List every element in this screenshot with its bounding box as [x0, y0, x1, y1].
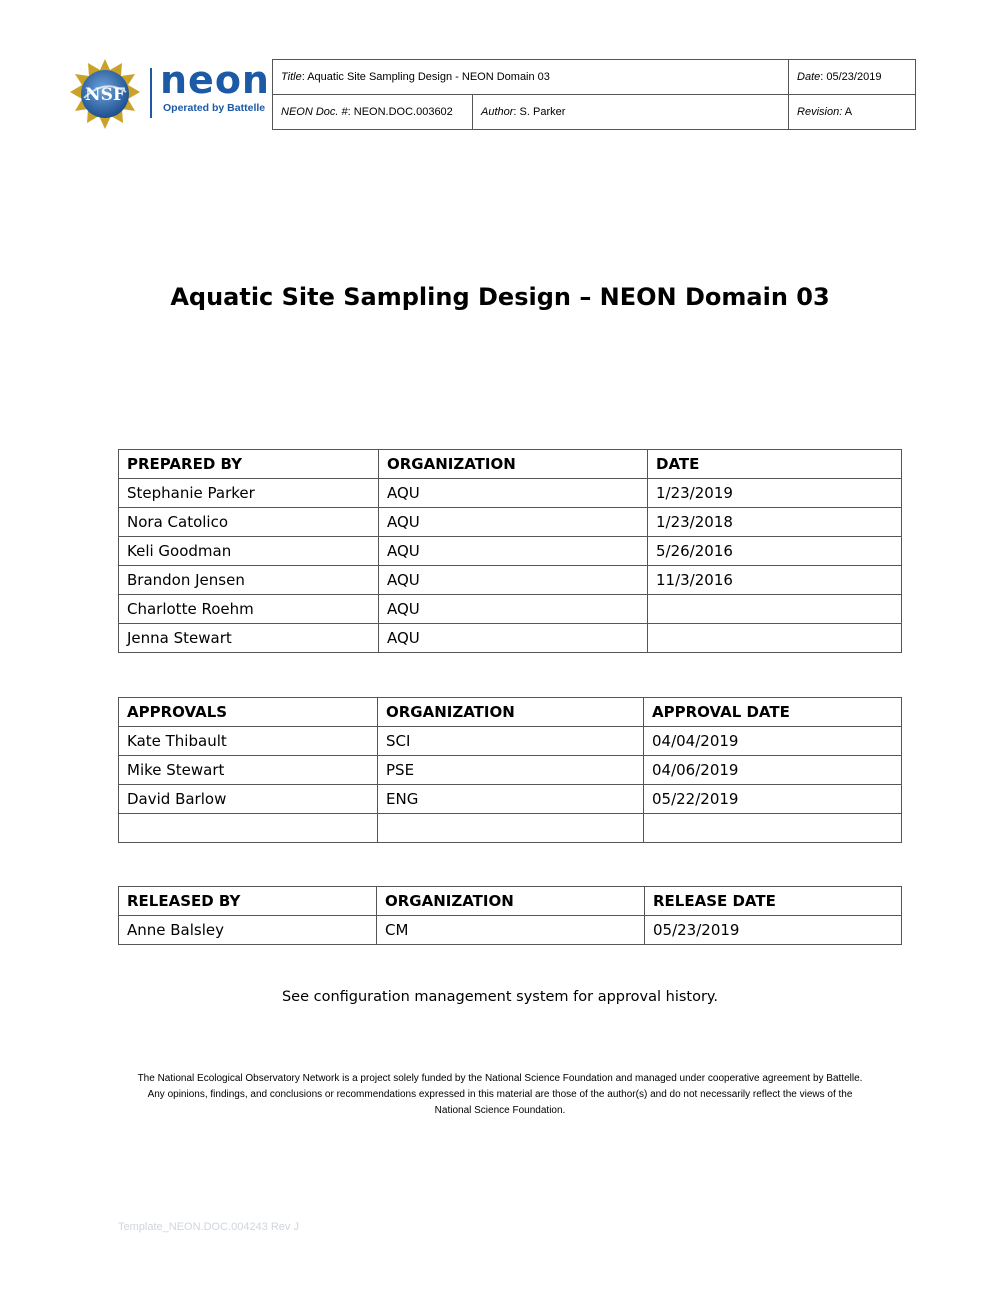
header-date-cell: Date: 05/23/2019: [789, 60, 916, 95]
table-header-row: PREPARED BY ORGANIZATION DATE: [119, 450, 902, 479]
svg-text:NSF: NSF: [85, 85, 125, 105]
table-row: Charlotte Roehm AQU: [119, 595, 902, 624]
table-row: [119, 814, 902, 843]
table-row: Jenna Stewart AQU: [119, 624, 902, 653]
header-doc-number-cell: NEON Doc. #: NEON.DOC.003602: [273, 95, 473, 130]
header-title-cell: Title: Aquatic Site Sampling Design - NEON Domain 03: [273, 60, 789, 95]
table-row: Nora Catolico AQU 1/23/2018: [119, 508, 902, 537]
config-management-note: See configuration management system for approval history.: [281, 989, 719, 1005]
table-header-row: RELEASED BY ORGANIZATION RELEASE DATE: [119, 887, 902, 916]
funding-disclaimer: The National Ecological Observatory Network is a project solely funded by the National Science Foundation and managed under cooperative agreement by Battelle. Any opinions, findings, and conclusions or recommendations expressed in this material are those of the author(s) and do not necessarily reflect the views of the National Science Foundation.: [137, 1073, 863, 1116]
approvals-table: [118, 697, 902, 843]
header-author-cell: Author: S. Parker: [473, 95, 789, 130]
table-row: Brandon Jensen AQU 11/3/2016: [119, 566, 902, 595]
neon-wordmark: neon: [160, 58, 270, 102]
table-row: Mike Stewart PSE 04/06/2019: [119, 756, 902, 785]
logo-divider: [150, 68, 152, 118]
document-title: Aquatic Site Sampling Design – NEON Domain 03: [170, 283, 830, 311]
document-header-table: [272, 59, 916, 130]
table-row: Stephanie Parker AQU 1/23/2019: [119, 479, 902, 508]
table-header-row: APPROVALS ORGANIZATION APPROVAL DATE: [119, 698, 902, 727]
header-revision-cell: Revision: A: [789, 95, 916, 130]
table-row: Keli Goodman AQU 5/26/2016: [119, 537, 902, 566]
released-by-table: [118, 886, 902, 945]
nsf-seal-icon: [68, 58, 142, 130]
neon-tagline: Operated by Battelle: [163, 102, 266, 114]
table-row: David Barlow ENG 05/22/2019: [119, 785, 902, 814]
neon-logo: [68, 58, 272, 130]
table-row: Kate Thibault SCI 04/04/2019: [119, 727, 902, 756]
template-id: Template_NEON.DOC.004243 Rev J: [118, 1221, 299, 1233]
prepared-by-table: [118, 449, 902, 653]
table-row: Anne Balsley CM 05/23/2019: [119, 916, 902, 945]
